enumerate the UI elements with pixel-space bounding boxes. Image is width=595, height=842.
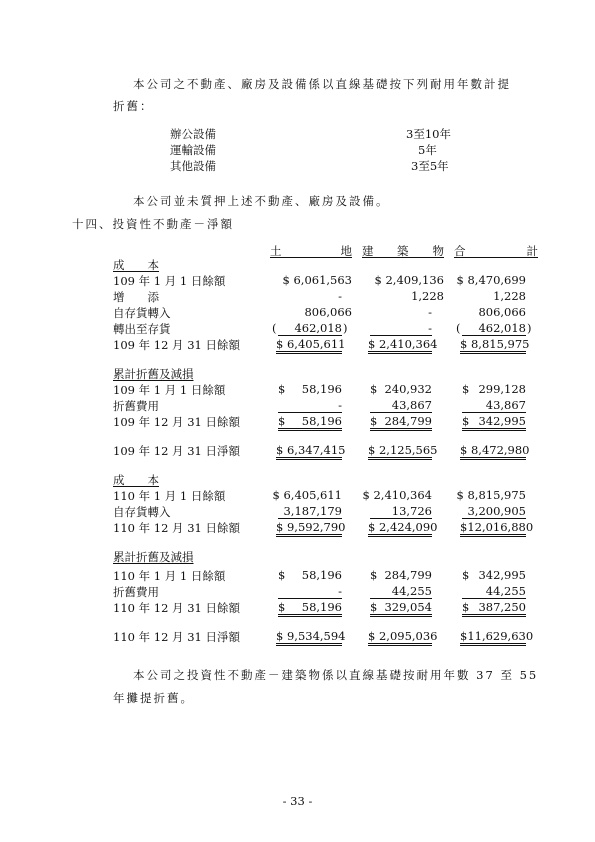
currency-sign: $	[462, 600, 470, 614]
column-header-total	[454, 243, 538, 258]
cell-total: 43,867	[462, 398, 526, 413]
cell-total: 299,128	[478, 382, 526, 396]
row-label: 109 年 12 月 31 日餘額	[113, 338, 240, 352]
row-label: 110 年 1 月 1 日餘額	[113, 569, 226, 583]
cell-building: $ 2,125,565	[368, 443, 432, 460]
currency-sign: $	[462, 568, 470, 582]
row-label: 自存貨轉入	[113, 306, 171, 320]
row-label: 110 年 12 月 31 日淨額	[113, 630, 240, 644]
column-header-land	[270, 243, 352, 258]
row-label: 110 年 12 月 31 日餘額	[113, 521, 240, 535]
cell-building: 43,867	[370, 398, 432, 413]
cell-total: $ 8,815,975	[460, 337, 526, 354]
currency-sign: $	[370, 382, 378, 396]
paren-open: (	[272, 321, 277, 335]
cell-land: 58,196	[301, 568, 342, 582]
cell-total: 462,018	[462, 321, 526, 336]
double-underline-total	[462, 600, 526, 617]
paragraph-investment-depreciation-line2: 年攤提折舊。	[113, 691, 194, 705]
cell-building: $ 2,410,364	[368, 337, 432, 354]
double-underline-land	[278, 414, 342, 431]
cell-total: 806,066	[478, 305, 526, 319]
column-header-land-char: 地	[340, 244, 352, 258]
paren-open: (	[456, 321, 461, 335]
cell-total: 44,255	[462, 584, 526, 599]
cell-building: 329,054	[384, 600, 432, 614]
currency-sign: $	[462, 414, 470, 428]
double-underline-building	[370, 414, 432, 431]
cell-building: -	[428, 305, 432, 319]
cell-total: 342,995	[478, 414, 526, 428]
column-header-total-char: 合	[454, 244, 466, 258]
cell-land: 58,196	[301, 414, 342, 428]
life-years: 5年	[418, 143, 437, 157]
paragraph-no-pledge: 本公司並未質押上述不動產、廠房及設備。	[133, 194, 390, 208]
cell-building: 13,726	[370, 504, 432, 519]
subheading-cost: 成 本	[113, 258, 159, 272]
paragraph-depreciation-line1: 本公司之不動產、廠房及設備係以直線基礎按下列耐用年數計提	[133, 77, 511, 91]
paren-close: )	[343, 321, 348, 335]
life-item: 其他設備	[170, 159, 216, 173]
cell-total: 1,228	[493, 289, 526, 303]
cell-total: 3,200,905	[462, 504, 526, 519]
cell-building: 284,799	[384, 568, 432, 582]
currency-sign: $	[370, 568, 378, 582]
life-years: 3至10年	[406, 127, 451, 141]
cell-building: 44,255	[370, 584, 432, 599]
currency-sign: $	[462, 382, 470, 396]
column-header-building-char: 建	[362, 244, 374, 258]
cell-land: -	[338, 289, 342, 303]
life-item: 運輸設備	[170, 143, 216, 157]
currency-sign: $	[370, 600, 378, 614]
cell-land: 462,018	[278, 321, 342, 336]
cell-land: 58,196	[301, 382, 342, 396]
row-label: 110 年 1 月 1 日餘額	[113, 489, 226, 503]
column-header-building-char: 築	[397, 244, 409, 258]
subheading-accumulated-depreciation: 累計折舊及減損	[113, 367, 194, 381]
cell-building: 240,932	[384, 382, 432, 396]
cell-land: $ 9,534,594	[276, 629, 342, 646]
section-heading: 十四、投資性不動產－淨額	[72, 217, 234, 231]
row-label: 109 年 12 月 31 日餘額	[113, 415, 240, 429]
cell-total: $12,016,880	[460, 520, 526, 537]
cell-land: 3,187,179	[278, 504, 342, 519]
double-underline-total	[462, 414, 526, 431]
currency-sign: $	[278, 382, 286, 396]
paragraph-investment-depreciation-line1: 本公司之投資性不動產－建築物係以直線基礎按耐用年數 37 至 55	[133, 668, 539, 682]
row-label: 自存貨轉入	[113, 505, 171, 519]
subheading-accumulated-depreciation: 累計折舊及減損	[113, 550, 194, 564]
double-underline-building	[370, 600, 432, 617]
cell-total: 387,250	[478, 600, 526, 614]
cell-building: $ 2,409,136	[374, 273, 444, 287]
cell-building: 1,228	[411, 289, 444, 303]
cell-building: $ 2,095,036	[368, 629, 432, 646]
cell-building: $ 2,424,090	[368, 520, 432, 537]
page-number: - 33 -	[282, 794, 313, 808]
double-underline-land	[278, 600, 342, 617]
row-label: 109 年 1 月 1 日餘額	[113, 274, 226, 288]
row-label: 折舊費用	[113, 399, 159, 413]
cell-land: $ 9,592,790	[276, 520, 342, 537]
currency-sign: $	[370, 414, 378, 428]
column-header-total-char: 計	[526, 244, 538, 258]
cell-building: 284,799	[384, 414, 432, 428]
row-label: 折舊費用	[113, 585, 159, 599]
cell-total: $ 8,470,699	[456, 273, 526, 287]
cell-total: $ 8,472,980	[460, 443, 526, 460]
subheading-cost: 成 本	[113, 473, 159, 487]
column-header-building-char: 物	[432, 244, 444, 258]
cell-land: 58,196	[301, 600, 342, 614]
column-header-land-char: 土	[270, 244, 282, 258]
paren-close: )	[527, 321, 532, 335]
cell-building: -	[370, 321, 432, 336]
cell-total: $11,629,630	[460, 629, 526, 646]
paragraph-depreciation-line2: 折舊：	[113, 99, 154, 113]
row-label: 轉出至存貨	[113, 322, 171, 336]
currency-sign: $	[278, 568, 286, 582]
cell-land: 806,066	[304, 305, 352, 319]
cell-land: -	[278, 584, 342, 599]
life-item: 辦公設備	[170, 127, 216, 141]
currency-sign: $	[278, 414, 286, 428]
row-label: 增 添	[113, 290, 159, 304]
cell-land: $ 6,347,415	[276, 443, 342, 460]
cell-building: $ 2,410,364	[362, 488, 432, 502]
cell-total: 342,995	[478, 568, 526, 582]
cell-land: -	[278, 398, 342, 413]
cell-land: $ 6,061,563	[282, 273, 352, 287]
row-label: 109 年 12 月 31 日淨額	[113, 444, 240, 458]
cell-land: $ 6,405,611	[276, 337, 342, 354]
row-label: 110 年 12 月 31 日餘額	[113, 601, 240, 615]
row-label: 109 年 1 月 1 日餘額	[113, 383, 226, 397]
cell-land: $ 6,405,611	[272, 488, 342, 502]
currency-sign: $	[278, 600, 286, 614]
column-header-building	[362, 243, 444, 258]
cell-total: $ 8,815,975	[456, 488, 526, 502]
life-years: 3至5年	[411, 159, 449, 173]
